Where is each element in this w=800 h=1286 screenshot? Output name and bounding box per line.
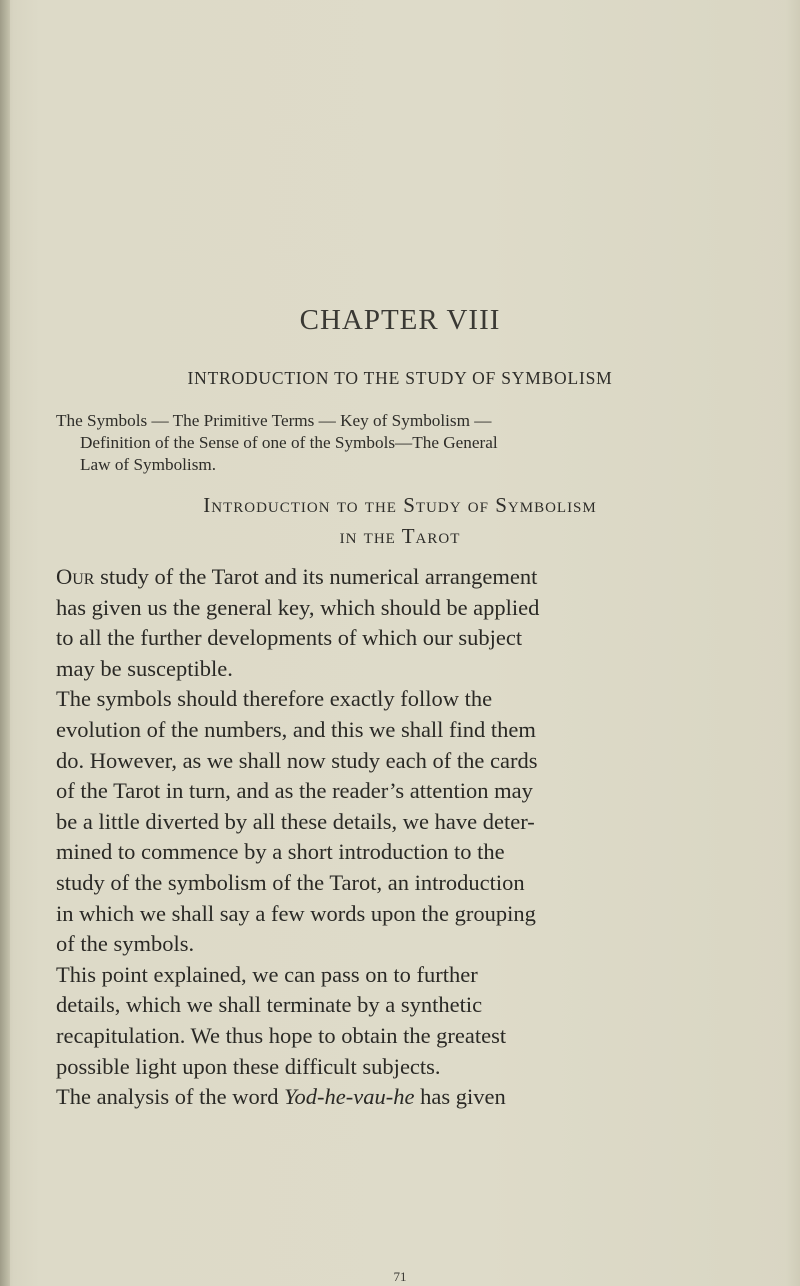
- body-line: evolution of the numbers, and this we shall find them: [56, 716, 536, 742]
- body-line: do. However, as we shall now study each of the cards: [56, 747, 538, 773]
- body-line: mined to commence by a short introduction to the: [56, 839, 505, 865]
- body-line: details, which we shall terminate by a synthetic: [56, 992, 483, 1018]
- body-line: This point explained, we can pass on to further: [56, 961, 478, 987]
- body-line: Our study of the Tarot and its numerical arrangement: [56, 564, 538, 589]
- italic-term: Yod-he-vau-he: [284, 1084, 415, 1110]
- page-number: 71: [393, 1269, 407, 1284]
- section-heading: [0, 490, 800, 552]
- page-edge: [786, 0, 800, 1286]
- summary-line: The Symbols — The Primitive Terms — Key of Symbolism —: [56, 411, 492, 430]
- body-line: in which we shall say a few words upon the grouping: [56, 900, 536, 926]
- body-line: The analysis of the word Yod-he-vau-he has given: [56, 1084, 506, 1110]
- chapter-title: CHAPTER VIII: [299, 304, 501, 336]
- chapter-summary: [56, 410, 758, 476]
- summary-line: Law of Symbolism.: [80, 455, 217, 474]
- body-line: possible light upon these difficult subjects.: [56, 1053, 441, 1079]
- chapter-subtitle: INTRODUCTION TO THE STUDY OF SYMBOLISM: [187, 368, 613, 388]
- body-line: be a little diverted by all these details, we have deter-: [56, 808, 535, 834]
- body-line: to all the further developments of which our subject: [56, 625, 523, 651]
- body-text: [56, 562, 766, 1113]
- body-line: recapitulation. We thus hope to obtain the greatest: [56, 1022, 507, 1048]
- drop-word: Our: [56, 564, 95, 589]
- body-line: study of the symbolism of the Tarot, an introduction: [56, 869, 525, 895]
- body-line: The symbols should therefore exactly follow the: [56, 686, 493, 712]
- summary-line: Definition of the Sense of one of the Symbols—The General: [80, 433, 498, 452]
- body-line: may be susceptible.: [56, 655, 233, 681]
- body-line: of the Tarot in turn, and as the reader’s attention may: [56, 778, 533, 804]
- section-heading-line: Introduction to the Study of Symbolism: [203, 493, 597, 517]
- gutter-shadow: [0, 0, 10, 1286]
- body-line: of the symbols.: [56, 931, 195, 957]
- body-line: has given us the general key, which should be applied: [56, 594, 540, 620]
- section-heading-line: in the Tarot: [339, 524, 461, 548]
